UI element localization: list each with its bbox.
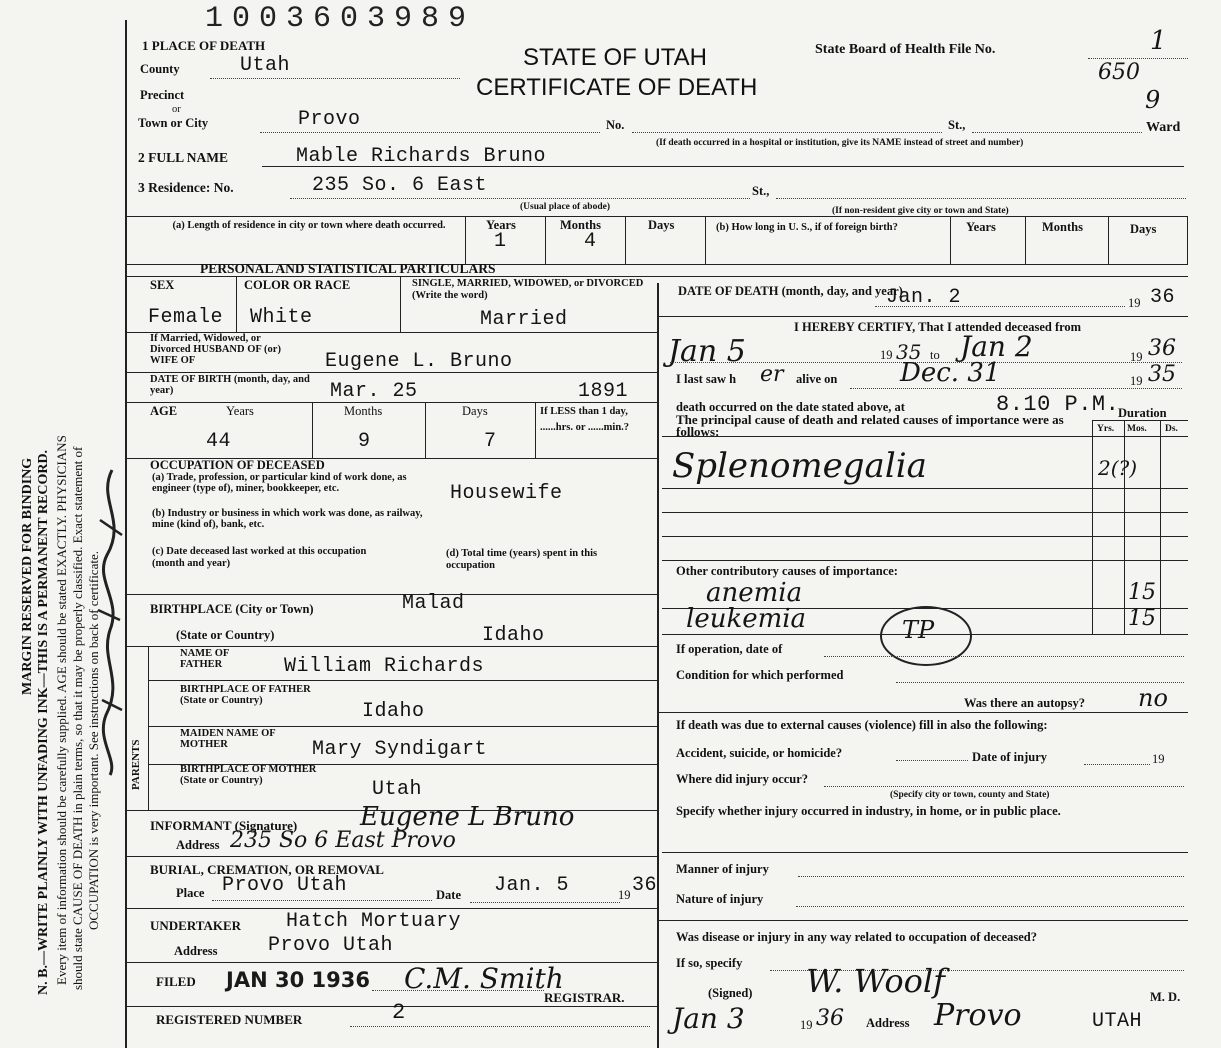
informant-signature: Eugene L Bruno <box>360 802 575 832</box>
death-year-prefix: 19 <box>1128 296 1141 310</box>
condition-label: Condition for which performed <box>676 668 844 682</box>
age-label: AGE <box>150 404 178 418</box>
autopsy-value: no <box>1138 684 1168 712</box>
registered-number-label: REGISTERED NUMBER <box>156 1012 303 1027</box>
operation-label: If operation, date of <box>676 642 783 656</box>
physician-signature: W. Woolf <box>806 962 945 1000</box>
father-name-value: William Richards <box>284 655 485 678</box>
circled-annotation-text: TP <box>902 616 935 644</box>
county-value: Utah <box>240 54 291 77</box>
last-saw-prefix: 19 <box>1130 374 1143 388</box>
alive-on-label: alive on <box>796 372 838 386</box>
full-name-label: 2 FULL NAME <box>138 150 229 165</box>
residence-street-label: St., <box>752 184 770 198</box>
or-label: or <box>172 104 181 115</box>
last-saw-mark: er <box>760 362 784 387</box>
physician-address-value: Provo <box>934 998 1022 1033</box>
personal-header: PERSONAL AND STATISTICAL PARTICULARS <box>200 261 496 276</box>
other-cause-1: anemia <box>706 578 803 608</box>
last-saw-year: 35 <box>1148 362 1176 387</box>
death-year-value: 36 <box>1150 286 1176 309</box>
age-years-label: Years <box>226 404 254 418</box>
ward-no-value: 9 <box>1145 86 1161 114</box>
attended-to-label: to <box>930 348 940 362</box>
age-days-label: Days <box>462 404 488 418</box>
external-causes-label: If death was due to external causes (violence) fill in also the following: <box>676 718 1048 732</box>
birth-year-value: 1891 <box>578 380 629 403</box>
signed-year: 36 <box>816 1006 844 1031</box>
us-days-label: Days <box>1130 222 1157 236</box>
cause-label: The principal cause of death and related causes of importance were as follows: <box>676 412 1064 439</box>
undertaker-value: Hatch Mortuary <box>286 910 462 933</box>
age-days-value: 7 <box>484 430 497 453</box>
town-value: Provo <box>298 108 361 131</box>
length-residence-label: (a) Length of residence in city or town where death occurred. <box>172 220 446 231</box>
age-less-label: If LESS than 1 day, ......hrs. or ......min.? <box>540 406 630 433</box>
other-cause-1-duration: 15 <box>1128 580 1156 605</box>
marital-value: Married <box>480 308 568 331</box>
undertaker-label: UNDERTAKER <box>150 918 242 933</box>
physician-address-state: UTAH <box>1092 1010 1143 1033</box>
accident-label: Accident, suicide, or homicide? <box>676 746 843 760</box>
occupation-value: Housewife <box>450 482 563 505</box>
other-causes-label: Other contributory causes of importance: <box>676 564 898 578</box>
birthplace-city-value: Malad <box>402 592 465 615</box>
occupation-label: OCCUPATION OF DECEASED <box>150 458 325 472</box>
age-months-value: 9 <box>358 430 371 453</box>
manner-injury-label: Manner of injury <box>676 862 769 876</box>
father-birthplace-label: BIRTHPLACE OF FATHER (State or Country) <box>180 684 311 706</box>
county-label: County <box>140 62 180 76</box>
duration-ds-label: Ds. <box>1165 424 1178 434</box>
spouse-label: If Married, Widowed, or Divorced HUSBAND OF (or) WIFE OF <box>150 333 281 366</box>
duration-mos-label: Mos. <box>1127 424 1147 434</box>
spouse-value: Eugene L. Bruno <box>325 350 513 373</box>
burial-place-label: Place <box>176 886 205 900</box>
local-no-value: 650 <box>1098 60 1140 85</box>
informant-address-label: Address <box>176 838 220 852</box>
precinct-label: Precinct <box>140 88 185 102</box>
burial-date-label: Date <box>436 888 461 902</box>
certificate-title: CERTIFICATE OF DEATH <box>476 74 758 101</box>
usual-abode-note: (Usual place of abode) <box>520 202 610 212</box>
mother-name-label: MAIDEN NAME OF MOTHER <box>180 728 276 750</box>
undertaker-address-label: Address <box>174 944 218 958</box>
nonresident-note: (If non-resident give city or town and State) <box>832 206 1009 216</box>
duration-yrs-label: Yrs. <box>1097 424 1115 434</box>
residence-value: 235 So. 6 East <box>312 174 488 197</box>
res-months-value: 4 <box>584 230 597 253</box>
last-saw-label: I last saw h <box>676 372 737 386</box>
occupation-c-label: (c) Date deceased last worked at this occupation (month and year) <box>152 546 367 569</box>
burial-place-value: Provo Utah <box>222 874 348 897</box>
mother-name-value: Mary Syndigart <box>312 738 488 761</box>
foreign-birth-label: (b) How long in U. S., if of foreign birth? <box>716 222 898 233</box>
occupation-b-label: (b) Industry or business in which work was done, as railway, mine (kind of), bank, etc. <box>152 508 423 530</box>
mother-birthplace-label: BIRTHPLACE OF MOTHER (State or Country) <box>180 764 317 786</box>
physician-address-label: Address <box>866 1016 910 1030</box>
occupation-a-label: (a) Trade, profession, or particular kind of work done, as engineer (type of), miner, bookkeeper, etc. <box>152 472 407 494</box>
undertaker-address-value: Provo Utah <box>268 934 394 957</box>
if-so-specify-label: If so, specify <box>676 956 743 970</box>
birth-date-value: Mar. 25 <box>330 380 418 403</box>
attended-to-value: Jan 2 <box>960 330 1033 363</box>
birthplace-state-label: (State or Country) <box>176 628 275 642</box>
margin-instructions-2: should state CAUSE OF DEATH in plain terms, so that it may be properly classified. Exact statement of <box>70 446 85 990</box>
signed-year-prefix: 19 <box>800 1018 813 1032</box>
registrar-label: REGISTRAR. <box>544 990 625 1005</box>
informant-label: INFORMANT (Signature) <box>150 818 298 833</box>
state-title: STATE OF UTAH <box>523 44 707 71</box>
color-label: COLOR OR RACE <box>244 278 351 292</box>
injury-year-prefix: 19 <box>1152 752 1165 766</box>
us-years-label: Years <box>966 220 996 234</box>
principal-cause-duration: 2(?) <box>1098 456 1138 480</box>
birthplace-state-value: Idaho <box>482 624 545 647</box>
file-no-label: State Board of Health File No. <box>815 42 996 57</box>
burial-date-value: Jan. 5 <box>494 874 570 897</box>
sex-label: SEX <box>150 278 175 292</box>
burial-year-value: 36 <box>632 874 658 897</box>
death-time-value: 8.10 P.M. <box>996 392 1120 417</box>
signed-date: Jan 3 <box>672 1002 745 1035</box>
informant-address-value: 235 So 6 East Provo <box>230 828 456 853</box>
ward-label: Ward <box>1146 120 1181 135</box>
age-months-label: Months <box>344 404 383 418</box>
burial-year-prefix: 19 <box>618 888 631 902</box>
occupation-d-label: (d) Total time (years) spent in this occupation <box>446 548 598 571</box>
signed-label: (Signed) <box>708 986 753 1000</box>
res-days-label: Days <box>648 218 675 232</box>
birthplace-label: BIRTHPLACE (City or Town) <box>150 602 314 616</box>
death-date-label: DATE OF DEATH (month, day, and year) <box>678 284 903 298</box>
md-label: M. D. <box>1150 990 1181 1004</box>
sex-value: Female <box>148 306 224 329</box>
res-years-value: 1 <box>494 230 507 253</box>
margin-instructions-3: OCCUPATION is very important. See instructions on back of certificate. <box>86 551 101 930</box>
certify-label: I HEREBY CERTIFY, That I attended deceased from <box>794 320 1082 334</box>
place-of-death-label: 1 PLACE OF DEATH <box>142 38 266 53</box>
certificate-number: 1003603989 <box>205 2 476 36</box>
other-cause-2-duration: 15 <box>1128 606 1156 631</box>
hospital-note: (If death occurred in a hospital or institution, give its NAME instead of street and number) <box>656 138 1024 148</box>
residence-label: 3 Residence: No. <box>138 180 234 195</box>
specify-injury-label: Specify whether injury occurred in industry, in home, or in public place. <box>676 804 1061 818</box>
street-no-label: No. <box>606 118 625 132</box>
registered-number-value: 2 <box>392 1000 406 1025</box>
attended-from-prefix: 19 <box>880 348 893 362</box>
autopsy-label: Was there an autopsy? <box>964 696 1085 710</box>
margin-instructions-1: Every item of information should be carefully supplied. AGE should be stated EXACTLY. PHYSICIANS <box>54 435 69 985</box>
death-date-value: Jan. 2 <box>886 286 962 309</box>
res-years-label: Years <box>486 218 516 232</box>
registrar-signature: C.M. Smith <box>404 962 564 995</box>
death-occurred-label: death occurred on the date stated above, at <box>676 400 905 414</box>
file-no-value: 1 <box>1150 26 1167 56</box>
attended-to-prefix: 19 <box>1130 350 1143 364</box>
where-injury-label: Where did injury occur? <box>676 772 809 786</box>
where-injury-note: (Specify city or town, county and State) <box>890 790 1050 800</box>
last-saw-date: Dec. 31 <box>900 358 1001 388</box>
res-months-label: Months <box>560 218 601 232</box>
attended-from-value: Jan 5 <box>668 334 746 369</box>
street-label: St., <box>948 118 966 132</box>
color-value: White <box>250 306 313 329</box>
injury-date-label: Date of injury <box>972 750 1047 764</box>
duration-label: Duration <box>1118 406 1167 420</box>
frame-center-divider <box>657 283 659 1048</box>
marital-label: SINGLE, MARRIED, WIDOWED, or DIVORCED (Write the word) <box>412 278 644 301</box>
attended-from-year: 35 <box>896 340 922 364</box>
full-name-value: Mable Richards Bruno <box>296 145 547 168</box>
town-label: Town or City <box>138 116 209 130</box>
margin-permanent-record-note: N. B.—WRITE PLAINLY WITH UNFADING INK—THIS IS A PERMANENT RECORD. <box>36 449 51 995</box>
principal-cause-value: Splenomegalia <box>672 446 927 486</box>
father-birthplace-value: Idaho <box>362 700 425 723</box>
filed-label: FILED <box>156 974 196 989</box>
occupation-related-label: Was disease or injury in any way related to occupation of deceased? <box>676 930 1037 944</box>
filed-stamp: JAN 30 1936 <box>226 968 370 992</box>
birth-date-label: DATE OF BIRTH (month, day, and year) <box>150 374 310 396</box>
burial-label: BURIAL, CREMATION, OR REMOVAL <box>150 862 384 877</box>
mother-birthplace-value: Utah <box>372 778 423 801</box>
parents-side-label: PARENTS <box>130 739 142 790</box>
attended-to-year: 36 <box>1148 336 1176 361</box>
father-name-label: NAME OF FATHER <box>180 648 229 670</box>
us-months-label: Months <box>1042 220 1083 234</box>
age-years-value: 44 <box>206 430 232 453</box>
frame-left-border <box>125 20 127 1048</box>
margin-binding-note: MARGIN RESERVED FOR BINDING <box>20 457 35 695</box>
other-cause-2: leukemia <box>686 604 807 634</box>
nature-injury-label: Nature of injury <box>676 892 764 906</box>
